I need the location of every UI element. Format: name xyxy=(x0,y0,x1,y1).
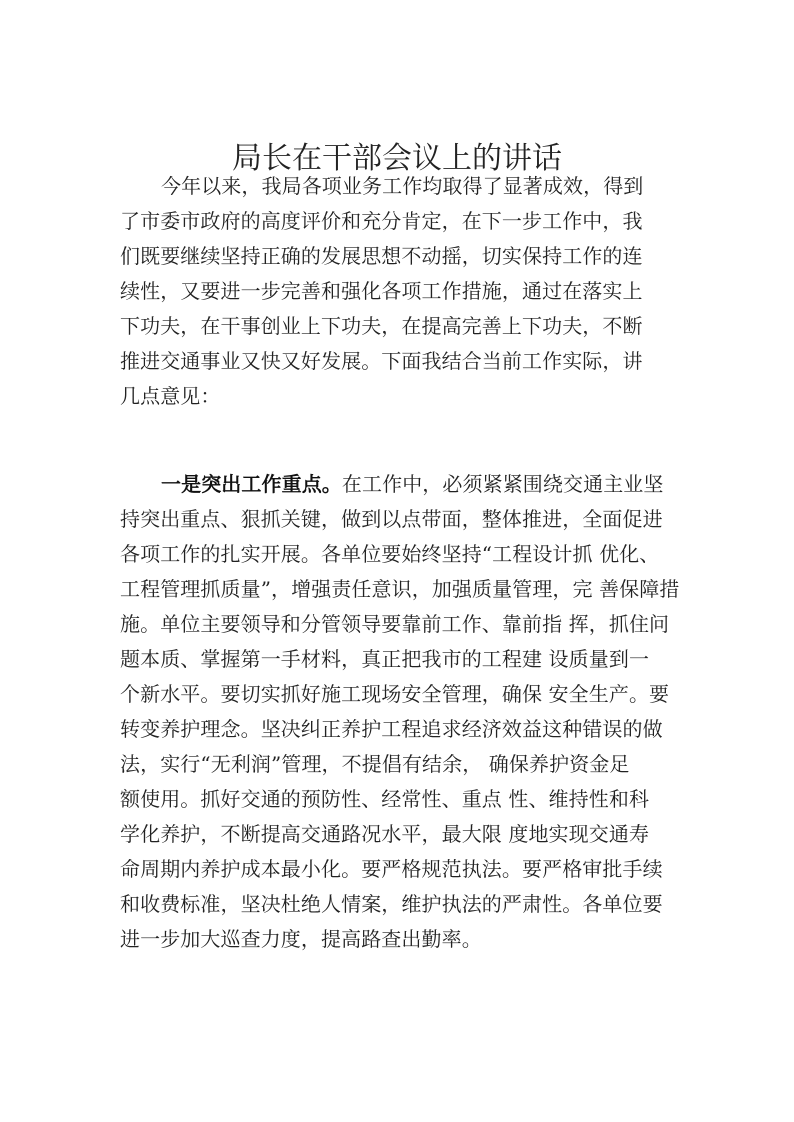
document-title: 局长在干部会议上的讲话 xyxy=(232,141,562,176)
paragraph-2-line-14: 进一步加大巡查力度，提高路查出勤率。 xyxy=(120,927,482,951)
paragraph-1-line-4: 续性，又要进一步完善和强化各项工作措施，通过在落实上 xyxy=(120,279,643,303)
paragraph-2-line-9: 法，实行“无利润”管理，不提倡有结余， 确保养护资金足 xyxy=(120,752,630,776)
paragraph-1-line-7: 几点意见： xyxy=(120,384,221,408)
paragraph-1-line-3: 们既要继续坚持正确的发展思想不动摇，切实保持工作的连 xyxy=(120,244,643,268)
paragraph-2-first-line-rest: 在工作中，必须紧紧围绕交通主业坚 xyxy=(341,472,664,496)
paragraph-2-line-2: 持突出重点、狠抓关键，做到以点带面，整体推进，全面促进 xyxy=(120,507,663,531)
paragraph-1-line-6: 推进交通事业又快又好发展。下面我结合当前工作实际，讲 xyxy=(120,349,643,373)
paragraph-1-line-1: 今年以来，我局各项业务工作均取得了显著成效，得到 xyxy=(161,174,644,198)
paragraph-2-line-3: 各项工作的扎实开展。各单位要始终坚持“工程设计抓 优化、 xyxy=(120,542,660,566)
paragraph-2-line-11: 学化养护，不断提高交通路况水平，最大限 度地实现交通寿 xyxy=(120,822,650,846)
paragraph-2-line-13: 和收费标准，坚决杜绝人情案，维护执法的严肃性。各单位要 xyxy=(120,892,663,916)
paragraph-2-line-4: 工程管理抓质量”，增强责任意识，加强质量管理，完 善保障措 xyxy=(120,577,680,601)
paragraph-2-line-10: 额使用。抓好交通的预防性、经常性、重点 性、维持性和科 xyxy=(120,787,650,811)
paragraph-2-line-8: 转变养护理念。坚决纠正养护工程追求经济效益这种错误的做 xyxy=(120,717,663,741)
paragraph-1-line-5: 下功夫，在干事创业上下功夫，在提高完善上下功夫，不断 xyxy=(120,314,643,338)
paragraph-1-line-2: 了市委市政府的高度评价和充分肯定，在下一步工作中，我 xyxy=(120,209,643,233)
paragraph-2-line-5: 施。单位主要领导和分管领导要靠前工作、靠前指 挥，抓住问 xyxy=(120,612,670,636)
paragraph-2-line-12: 命周期内养护成本最小化。要严格规范执法。要严格审批手续 xyxy=(120,857,663,881)
paragraph-2-line-6: 题本质、掌握第一手材料，真正把我市的工程建 设质量到一 xyxy=(120,647,650,671)
paragraph-2-line-1 xyxy=(161,468,664,497)
paragraph-2-lead: 一是突出工作重点。 xyxy=(161,472,342,496)
paragraph-2-line-7: 个新水平。要切实抓好施工现场安全管理，确保 安全生产。要 xyxy=(120,682,670,706)
